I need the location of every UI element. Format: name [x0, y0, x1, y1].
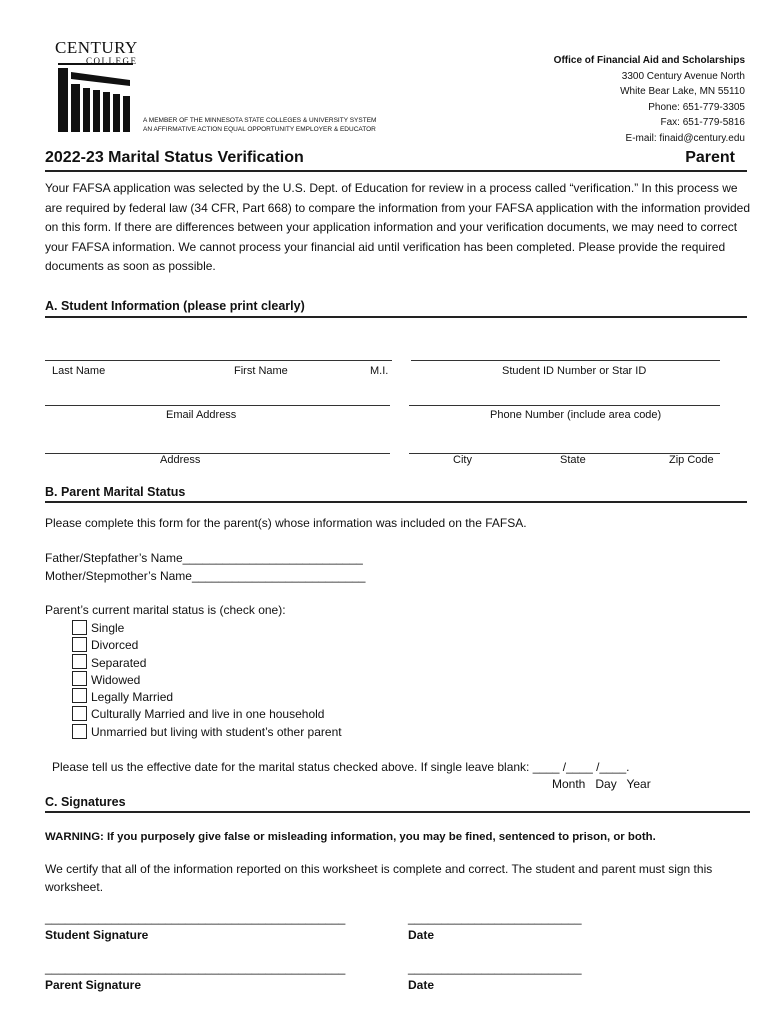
section-b-rule — [45, 501, 747, 503]
logo-sub: COLLEGE — [86, 56, 138, 66]
office-email: E-mail: finaid@century.edu — [625, 132, 745, 144]
parent-signature-label: Parent Signature — [45, 978, 142, 992]
culturally-married-checkbox[interactable] — [72, 706, 87, 721]
city-label: City — [453, 454, 472, 466]
student-id-line[interactable] — [411, 360, 720, 361]
intro-paragraph: Your FAFSA application was selected by the U.S. Dept. of Education for review in a process called “verification.” In this process we are required by federal law (34 CFR, Part 668) to compare the information from your FAFSA application with the information provided on this form. If there are differences between your application information and your verification documents, we may need to correct your FAFSA information. We cannot process your financial aid until verification has been completed. Please provide the required documents as soon as possible. — [45, 181, 751, 273]
mi-label: M.I. — [370, 365, 389, 377]
effective-date-prompt[interactable]: Please tell us the effective date for the marital status checked above. If single leave blank: ____ /____ /____. — [52, 760, 630, 774]
logo-name: CENTURY — [55, 38, 138, 57]
office-contact-block — [554, 53, 745, 146]
email-line[interactable] — [45, 405, 390, 406]
section-a-rule — [45, 316, 747, 318]
separated-checkbox[interactable] — [72, 654, 87, 669]
unmarried-label: Unmarried but living with student’s other parent — [91, 725, 342, 739]
address-line[interactable] — [45, 453, 390, 454]
office-phone: Phone: 651-779-3305 — [648, 101, 745, 113]
parent-signature-line[interactable]: _____________________________________________ — [45, 961, 346, 975]
student-signature-label: Student Signature — [45, 928, 149, 942]
page-title: 2022-23 Marital Status Verification — [45, 149, 304, 166]
culturally-married-label: Culturally Married and live in one household — [91, 707, 325, 721]
unmarried-checkbox[interactable] — [72, 724, 87, 739]
section-c-rule — [45, 811, 750, 813]
legally-married-label: Legally Married — [91, 690, 174, 704]
last-name-label: Last Name — [52, 365, 106, 377]
office-name: Office of Financial Aid and Scholarships — [553, 55, 745, 66]
address-label: Address — [160, 454, 201, 466]
divorced-label: Divorced — [91, 638, 139, 652]
student-date-line[interactable]: __________________________ — [408, 911, 582, 925]
first-name-label: First Name — [234, 365, 288, 377]
phone-label: Phone Number (include area code) — [490, 409, 662, 421]
parent-date-line[interactable]: __________________________ — [408, 961, 582, 975]
parent-date-label: Date — [408, 978, 435, 992]
student-id-label: Student ID Number or Star ID — [502, 365, 647, 377]
effective-date-labels: Month Day Year — [552, 777, 651, 791]
student-date-label: Date — [408, 928, 435, 942]
widowed-label: Widowed — [91, 673, 141, 687]
member-line-2: AN AFFIRMATIVE ACTION EQUAL OPPORTUNITY EMPLOYER & EDUCATOR — [143, 126, 376, 133]
single-checkbox[interactable] — [72, 620, 87, 635]
student-signature-line[interactable]: _____________________________________________ — [45, 911, 346, 925]
mother-name-field[interactable]: Mother/Stepmother’s Name__________________________ — [45, 569, 366, 583]
zip-label: Zip Code — [669, 454, 714, 466]
office-address-1: 3300 Century Avenue North — [621, 70, 745, 82]
phone-line[interactable] — [409, 405, 720, 406]
title-rule — [45, 170, 747, 172]
section-b-instructions: Please complete this form for the parent(s) whose information was included on the FAFSA. — [45, 516, 527, 530]
office-fax: Fax: 651-779-5816 — [660, 117, 745, 128]
building-logo-icon — [55, 62, 135, 134]
state-label: State — [560, 454, 586, 466]
separated-label: Separated — [91, 656, 147, 670]
single-label: Single — [91, 621, 125, 635]
section-b-heading: B. Parent Marital Status — [45, 485, 186, 499]
legally-married-checkbox[interactable] — [72, 688, 87, 703]
widowed-checkbox[interactable] — [72, 671, 87, 686]
name-line[interactable] — [45, 360, 392, 361]
section-c-heading: C. Signatures — [45, 795, 126, 809]
email-label: Email Address — [166, 409, 237, 421]
warning-text: WARNING: If you purposely give false or misleading information, you may be fined, sentenced to prison, or both. — [45, 831, 656, 843]
office-address-2: White Bear Lake, MN 55110 — [620, 86, 745, 97]
member-line-1: A MEMBER OF THE MINNESOTA STATE COLLEGES & UNIVERSITY SYSTEM — [143, 117, 377, 124]
father-name-field[interactable]: Father/Stepfather’s Name___________________________ — [45, 551, 363, 565]
divorced-checkbox[interactable] — [72, 637, 87, 652]
status-prompt: Parent’s current marital status is (check one): — [45, 603, 286, 617]
page-title-parent: Parent — [685, 149, 735, 166]
section-a-heading: A. Student Information (please print clearly) — [45, 299, 305, 313]
certify-text: We certify that all of the information reported on this worksheet is complete and correct. The student and parent must sign this worksheet. — [45, 862, 713, 894]
